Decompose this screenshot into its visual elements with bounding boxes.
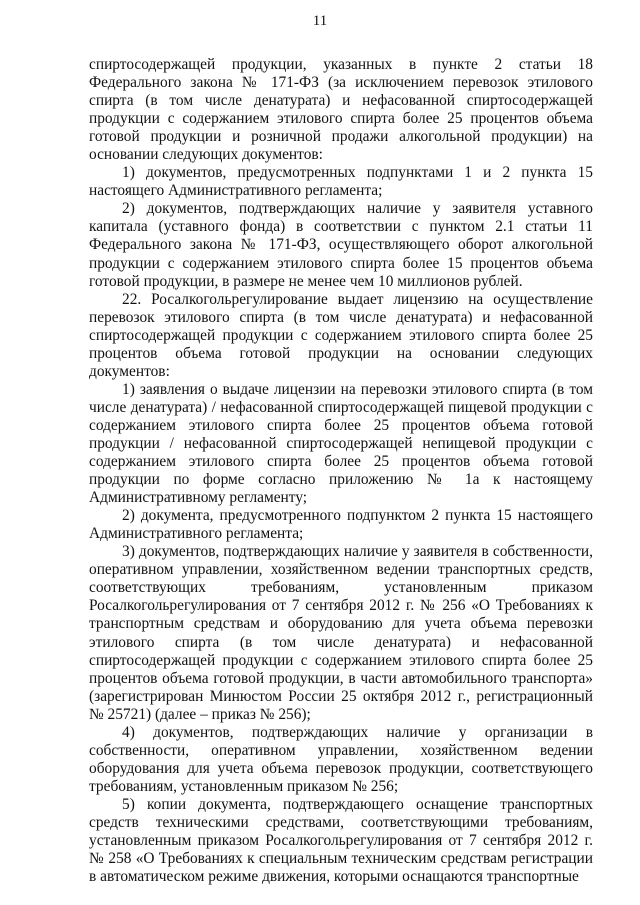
paragraph-item-4-equipment: 4) документов, подтверждающих наличие у организации в собственности, оперативном управлении, хозяйственном ведении оборудования для учета объема перевозок продукции, соответствующего требованиям, установленным приказом № 256; — [89, 723, 593, 795]
paragraph-item-1-application: 1) заявления о выдаче лицензии на перевозки этилового спирта (в том числе денатурата) / нефасованной спиртосодержащей пищевой продукции с содержанием этилового спирта более 25 процентов объема готовой продукции / нефасованной спиртосодержащей непищевой продукции с содержанием этилового спирта более 25 процентов объема готовой продукции по форме согласно приложению № 1а к настоящему Административному регламенту; — [89, 380, 593, 507]
paragraph-clause-22: 22. Росалкогольрегулирование выдает лицензию на осуществление перевозок этилового спирта (в том числе денатурата) и нефасованной спиртосодержащей продукции с содержанием этилового спирта более 25 процентов объема готовой продукции на основании следующих документов: — [89, 290, 593, 380]
paragraph-item-1-documents-p15: 1) документов, предусмотренных подпунктами 1 и 2 пункта 15 настоящего Административного регламента; — [89, 164, 593, 200]
paragraph-item-2-charter-capital: 2) документов, подтверждающих наличие у заявителя уставного капитала (уставного фонда) в соответствии с пунктом 2.1 статьи 11 Федерального закона № 171-ФЗ, осуществляющего оборот алкогольной продукции с содержанием этилового спирта более 15 процентов объема готовой продукции, в размере не менее чем 10 миллионов рублей. — [89, 200, 593, 290]
document-body — [89, 56, 593, 886]
paragraph-item-2-document: 2) документа, предусмотренного подпунктом 2 пункта 15 настоящего Административного регламента; — [89, 507, 593, 543]
paragraph-continuation: спиртосодержащей продукции, указанных в пункте 2 статьи 18 Федерального закона № 171-ФЗ (за исключением перевозок этилового спирта (в том числе денатурата) и нефасованной спиртосодержащей продукции с содержанием этилового спирта более 25 процентов объема готовой продукции и розничной продажи алкогольной продукции) на основании следующих документов: — [89, 56, 593, 164]
paragraph-item-5-copies: 5) копии документа, подтверждающего оснащение транспортных средств техническими средствами, соответствующими требованиям, установленным приказом Росалкогольрегулирования от 7 сентября 2012 г. № 258 «О Требованиях к специальным техническим средствам регистрации в автоматическом режиме движения, которыми оснащаются транспортные — [89, 795, 593, 886]
page-number: 11 — [312, 13, 328, 29]
paragraph-item-3-vehicles: 3) документов, подтверждающих наличие у заявителя в собственности, оперативном управлении, хозяйственном ведении транспортных средств, соответствующих требованиям, установленным приказом Росалкогольрегулирования от 7 сентября 2012 г. № 256 «О Требованиях к транспортным средствам и оборудованию для учета объема перевозки этилового спирта (в том числе денатурата) и нефасованной спиртосодержащей продукции с содержанием этилового спирта более 25 процентов объема готовой продукции, в части автомобильного транспорта» (зарегистрирован Минюстом России 25 октября 2012 г., регистрационный № 25721) (далее – приказ № 256); — [89, 543, 593, 723]
